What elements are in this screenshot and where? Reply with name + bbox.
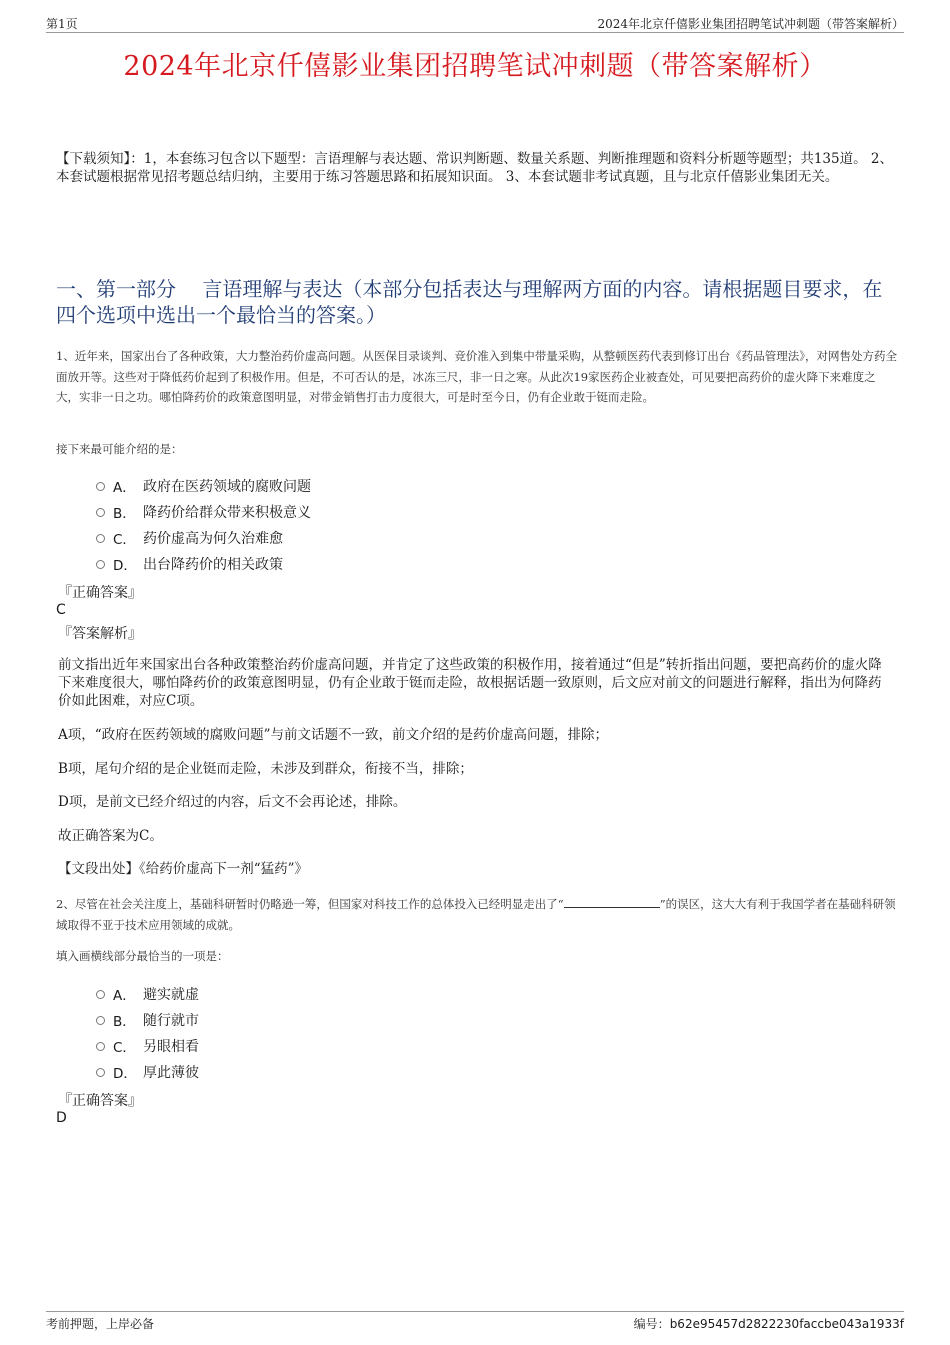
q1-answer: C xyxy=(56,602,66,618)
q2-answer: D xyxy=(56,1110,67,1126)
radio-icon[interactable] xyxy=(96,990,105,999)
question-1-prompt: 接下来最可能介绍的是： xyxy=(56,442,183,456)
q1-analysis-label: 『答案解析』 xyxy=(58,626,142,642)
radio-icon[interactable] xyxy=(96,1042,105,1051)
q2-answer-label: 『正确答案』 xyxy=(58,1093,142,1109)
radio-icon[interactable] xyxy=(96,1068,105,1077)
radio-icon[interactable] xyxy=(96,560,105,569)
download-notice: 【下载须知】：1，本套练习包含以下题型：言语理解与表达题、常识判断题、数量关系题、判断推理题和资料分析题等题型；共135道。 2、本套试题根据常见招考题总结归纳，主要用于练习答题思路和拓展知识面。 3、本套试题非考试真题，且与北京仟僖影业集团无关。 xyxy=(56,151,893,185)
q2-option-d[interactable]: D． 厚此薄彼 xyxy=(96,1062,199,1082)
question-1-text: 1、近年来，国家出台了各种政策，大力整治药价虚高问题。从医保目录谈判、竞价准入到集中带量采购，从整顿医药代表到修订出台《药品管理法》，对网售处方药全面放开等。这些对于降低药价起到了积极作用。但是，不可否认的是，冰冻三尺，非一日之寒。从此次19家医药企业被查处，可见要把高药价的虚火降下来难度之大，实非一日之功。哪怕降药价的政策意图明显，对带金销售打击力度很大，可是时至今日，仍有企业敢于铤而走险。 xyxy=(56,349,898,404)
page-number: 第1页 xyxy=(46,17,78,31)
q1-option-d-note: D项，是前文已经介绍过的内容，后文不会再论述，排除。 xyxy=(58,794,407,810)
q1-option-c[interactable]: C． 药价虚高为何久治难愈 xyxy=(96,528,283,548)
section-heading: 一、第一部分 言语理解与表达（本部分包括表达与理解两方面的内容。请根据题目要求，在四个选项中选出一个最恰当的答案。） xyxy=(56,277,883,327)
radio-icon[interactable] xyxy=(96,534,105,543)
header-doc-title: 2024年北京仟僖影业集团招聘笔试冲刺题（带答案解析） xyxy=(597,17,904,31)
fill-in-blank xyxy=(564,897,660,908)
question-2-text: 2、尽管在社会关注度上，基础科研暂时仍略逊一筹，但国家对科技工作的总体投入已经明显走出了“ ”的误区，这大大有利于我国学者在基础科研领域取得不亚于技术应用领域的成就。 xyxy=(56,897,896,932)
q2-option-b[interactable]: B． 随行就市 xyxy=(96,1010,199,1030)
q1-answer-label: 『正确答案』 xyxy=(58,585,142,601)
footer-code: 编号：b62e95457d2822230faccbe043a1933f xyxy=(633,1317,904,1331)
radio-icon[interactable] xyxy=(96,482,105,491)
q2-option-c[interactable]: C． 另眼相看 xyxy=(96,1036,199,1056)
q1-option-a-note: A项，“政府在医药领域的腐败问题”与前文话题不一致，前文介绍的是药价虚高问题，排除； xyxy=(58,727,609,743)
q1-option-b-note: B项，尾句介绍的是企业铤而走险，未涉及到群众，衔接不当，排除； xyxy=(58,761,473,777)
q1-source: 【文段出处】《给药价虚高下一剂“猛药”》 xyxy=(58,861,309,877)
q1-option-b[interactable]: B． 降药价给群众带来积极意义 xyxy=(96,502,311,522)
q1-option-a[interactable]: A． 政府在医药领域的腐败问题 xyxy=(96,476,311,496)
q1-option-d[interactable]: D． 出台降药价的相关政策 xyxy=(96,554,283,574)
question-2-prompt: 填入画横线部分最恰当的一项是： xyxy=(56,949,229,963)
footer-slogan: 考前押题，上岸必备 xyxy=(46,1317,155,1331)
page-header xyxy=(46,14,904,33)
radio-icon[interactable] xyxy=(96,508,105,517)
q2-option-a[interactable]: A． 避实就虚 xyxy=(96,984,199,1004)
radio-icon[interactable] xyxy=(96,1016,105,1025)
page-footer xyxy=(46,1311,904,1334)
q1-conclusion: 故正确答案为C。 xyxy=(58,828,163,844)
document-title: 2024年北京仟僖影业集团招聘笔试冲刺题（带答案解析） xyxy=(123,51,827,82)
q1-analysis: 前文指出近年来国家出台各种政策整治药价虚高问题，并肯定了这些政策的积极作用，接着通过“但是”转折指出问题，要把高药价的虚火降下来难度很大，哪怕降药价的政策意图明显，仍有企业敢于铤而走险，故根据话题一致原则，后文应对前文的问题进行解释，指出为何降药价如此困难，对应C项。 xyxy=(58,657,882,709)
